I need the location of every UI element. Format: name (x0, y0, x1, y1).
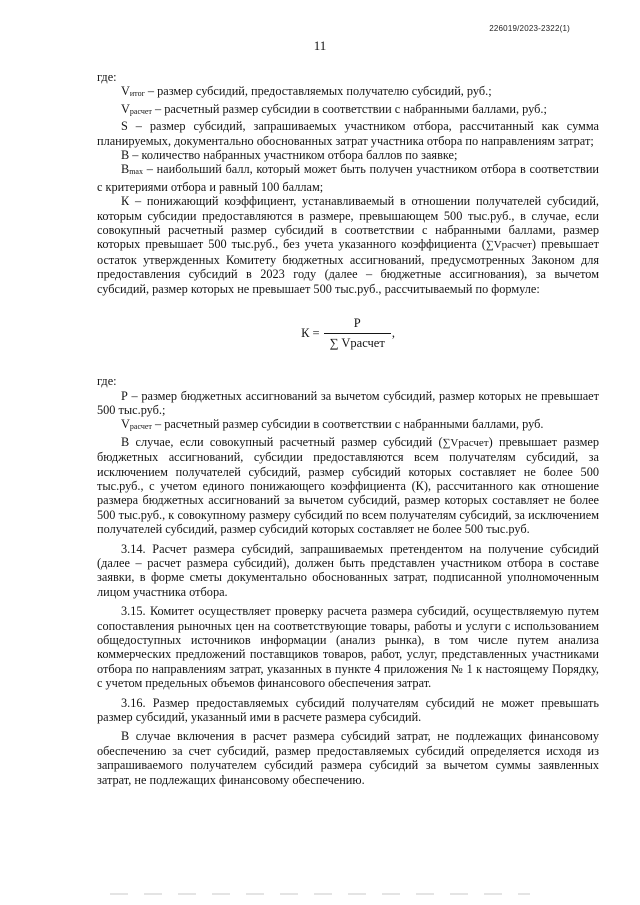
page-number: 11 (313, 38, 327, 53)
k-text-part2: ) превышает остаток утвержденных Комитету бюджетных ассигнований, предусмотренных Законом для предоставления субсидий в 2023 году (далее – бюджетные ассигнования), за вычетом субсидий, размер которых не превышает 500 тыс.руб., рассчитываемый по формуле: (97, 237, 600, 296)
definition-b: B – количество набранных участником отбора баллов по заявке; (121, 148, 458, 163)
formula-fraction (324, 316, 391, 350)
formula-lhs: К = (301, 325, 320, 340)
v-raschet-2-text: – расчетный размер субсидии в соответствии с набранными баллами, руб. (151, 417, 544, 432)
v-raschet-symbol: V (121, 101, 130, 116)
v-raschet-2-subscript: расчет (129, 422, 152, 432)
case-text-part2: ) превышает размер бюджетных ассигнований, субсидии предоставляются всем получателям субсидий, за исключением получателей субсидий, размер субсидий которых составляет не более 500 тыс.руб., с учетом единого понижающего коэффициента (К), рассчитанного как отношение размера бюджетных ассигнований за вычетом субсидий, размер которых составляет не более 500 тыс.руб., к совокупному размеру субсидий по всем получателям субсидий, за исключением получателей субсидий, размер субсидий которых составляет не более 500 тыс.руб. (97, 434, 599, 537)
where-label-2: где: (97, 374, 117, 389)
b-max-symbol: B (121, 162, 130, 177)
clause-3-14: 3.14. Расчет размера субсидий, запрашиваемых претендентом на получение субсидий (далее – расчет размера субсидий), должен быть представлен участником отбора в составе заявки, в форме сметы документально обоснованных затрат, подписанной уполномоченным лицом участника отбора. (97, 541, 599, 599)
v-itog-subscript: итог (129, 89, 145, 99)
v-itog-text: – размер субсидий, предоставляемых получателю субсидий, руб.; (144, 84, 492, 99)
formula-denominator: ∑ Vрасчет (329, 335, 385, 350)
v-raschet-subscript: расчет (129, 106, 152, 116)
definition-p: Р – размер бюджетных ассигнований за вычетом субсидий, размер которых не превышает 500 тыс.руб.; (97, 388, 599, 417)
v-raschet-2-symbol: V (121, 417, 130, 432)
v-raschet-text: – расчетный размер субсидии в соответствии с набранными баллами, руб.; (151, 101, 547, 116)
v-itog-symbol: V (121, 84, 130, 99)
clause-3-16: 3.16. Размер предоставляемых субсидий получателям субсидий не может превышать размер субсидий, указанный ими в расчете размера субсидий. (97, 695, 599, 725)
clause-3-15: 3.15. Комитет осуществляет проверку расчета размера субсидий, осуществляемую путем сопоставления рыночных цен на соответствующие товары, работы и услуги с использованием общедоступных источников информации (анализ рынка), в том числе путем анализа коммерческих предложений поставщиков товаров, работ, услуг, представленных участниками отбора по направлениям затрат, указанных в пункте 4 приложения № 1 к настоящему Порядку, с учетом предельных объемов финансового обеспечения затрат. (97, 604, 599, 691)
document-body (97, 70, 599, 787)
bleed-through-artifact (110, 893, 530, 895)
paragraph-total-exceeds (97, 435, 599, 537)
definition-v-raschet (97, 102, 599, 119)
where-label: где: (97, 70, 117, 84)
definition-v-raschet-2 (97, 417, 599, 434)
b-max-subscript: max (129, 167, 143, 177)
paragraph-excluded-costs: В случае включения в расчет размера субсидий затрат, не подлежащих финансовому обеспечению за счет субсидий, размер предоставляемых субсидий определяется исходя из запрашиваемого получателем субсидий размера субсидий за вычетом суммы заявленных затрат, не подлежащих финансовому обеспечению. (97, 729, 599, 787)
definition-b-max (97, 162, 599, 194)
definition-v-itog (97, 84, 599, 101)
definition-s: S – размер субсидий, запрашиваемых участником отбора, рассчитанный как сумма планируемых, документально обоснованных затрат участника отбора по направлениям затрат; (97, 119, 599, 148)
formula-numerator: Р (353, 316, 361, 331)
case-text-part1: В случае, если совокупный расчетный размер субсидий ( (121, 434, 443, 449)
definition-k (97, 194, 599, 296)
sum-v-raschet-inline: ∑Vрасчет (485, 239, 532, 252)
document-registration-code: 226019/2023-2322(1) (489, 24, 570, 33)
b-max-text: – наибольший балл, который может быть получен участником отбора в соответствии с критериями отбора и равный 100 баллам; (97, 162, 599, 194)
formula-comma: , (391, 325, 395, 340)
sum-v-raschet-inline-2: ∑Vрасчет (442, 436, 489, 449)
coefficient-formula (97, 316, 599, 356)
k-text-part1: К – понижающий коэффициент, устанавливаемый в отношении получателей субсидий, которым субсидии предоставляются в размере, превышающем 500 тыс.руб., в случае, если совокупный расчетный размер субсидий в соответствии с набранными баллами, размер которых превышает 500 тыс.руб., без учета указанного коэффициента ( (97, 194, 599, 252)
